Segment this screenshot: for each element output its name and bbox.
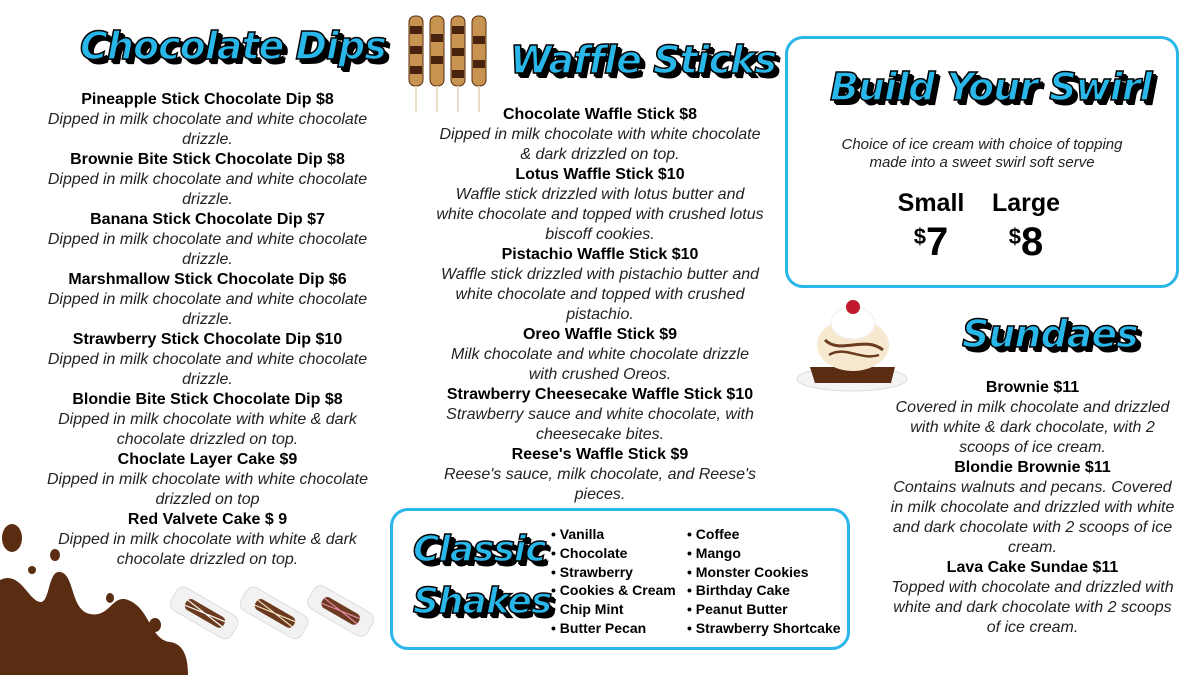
- currency-symbol: $: [913, 224, 926, 249]
- shake-flavor: • Chocolate: [551, 544, 676, 563]
- menu-item-description: Dipped in milk chocolate and white chocolate drizzle.: [47, 351, 368, 388]
- menu-item-description: Strawberry sauce and white chocolate, with cheesecake bites.: [446, 406, 754, 443]
- menu-item-name: Banana Stick Chocolate Dip $7: [90, 211, 325, 228]
- classic-shakes-title-line1: Classic: [413, 529, 546, 570]
- menu-item-name: Reese's Waffle Stick $9: [511, 446, 689, 463]
- classic-shakes-title-line2: Shakes: [413, 581, 552, 622]
- menu-item-name: Red Valvete Cake $ 9: [127, 511, 288, 528]
- shake-flavor: • Mango: [687, 544, 841, 563]
- menu-item: [40, 210, 375, 270]
- size-small-label: Small: [897, 189, 965, 217]
- chocolate-dips-title: Chocolate Dips: [80, 24, 386, 68]
- size-large: [981, 189, 1071, 265]
- menu-item-description: Reese's sauce, milk chocolate, and Reese's pieces.: [443, 466, 757, 503]
- build-your-swirl-box: [785, 36, 1179, 288]
- menu-item-description: Dipped in milk chocolate with white & dark chocolate drizzled on top.: [58, 531, 357, 568]
- dipped-sticks-icon: [160, 578, 375, 650]
- menu-item-description: Dipped in milk chocolate and white chocolate drizzle.: [47, 231, 368, 268]
- menu-item-name: Oreo Waffle Stick $9: [522, 326, 678, 343]
- menu-item-name: Pistachio Waffle Stick $10: [501, 246, 699, 263]
- sundaes-list: [890, 378, 1175, 638]
- swirl-desc-line1: Choice of ice cream with choice of topping: [841, 136, 1123, 153]
- shake-flavor: • Cookies & Cream: [551, 581, 676, 600]
- menu-item-name: Strawberry Stick Chocolate Dip $10: [72, 331, 343, 348]
- menu-item-name: Lava Cake Sundae $11: [946, 559, 1119, 576]
- menu-item-name: Brownie $11: [985, 379, 1080, 396]
- menu-item-description: Contains walnuts and pecans. Covered in milk chocolate and drizzled with white and dark chocolate with 2 scoops of ice cream.: [890, 479, 1175, 556]
- shakes-column-2: [687, 525, 841, 638]
- menu-item: [40, 510, 375, 570]
- shake-flavor: • Butter Pecan: [551, 619, 676, 638]
- size-large-price: [981, 220, 1071, 265]
- menu-item-description: Dipped in milk chocolate with white chocolate drizzled on top: [46, 471, 369, 508]
- menu-item: [890, 558, 1175, 638]
- swirl-desc-line2: made into a sweet swirl soft serve: [869, 154, 1095, 171]
- currency-symbol: $: [1008, 224, 1021, 249]
- size-small-price: [886, 220, 976, 265]
- shake-flavor: • Monster Cookies: [687, 563, 841, 582]
- menu-item-name: Chocolate Waffle Stick $8: [502, 106, 698, 123]
- waffle-sticks-list: [435, 105, 765, 505]
- menu-item-description: Dipped in milk chocolate and white chocolate drizzle.: [47, 111, 368, 148]
- menu-item-description: Dipped in milk chocolate and white chocolate drizzle.: [47, 171, 368, 208]
- shake-flavor: • Strawberry: [551, 563, 676, 582]
- menu-item: [435, 165, 765, 245]
- chocolate-dips-list: [40, 90, 375, 570]
- menu-item-name: Blondie Brownie $11: [954, 459, 1111, 476]
- menu-item-description: Dipped in milk chocolate with white & dark chocolate drizzled on top.: [58, 411, 357, 448]
- menu-item: [40, 270, 375, 330]
- shake-flavor: • Birthday Cake: [687, 581, 841, 600]
- menu-item: [435, 325, 765, 385]
- shake-flavor: • Strawberry Shortcake: [687, 619, 841, 638]
- menu-item-description: Waffle stick drizzled with pistachio butter and white chocolate and topped with crushed pistachio.: [440, 266, 760, 323]
- build-your-swirl-title: Build Your Swirl: [830, 65, 1152, 109]
- menu-item: [890, 378, 1175, 458]
- shake-flavor: • Peanut Butter: [687, 600, 841, 619]
- menu-item: [435, 445, 765, 505]
- waffle-sticks-title: Waffle Sticks: [510, 38, 777, 82]
- menu-item: [435, 385, 765, 445]
- sundaes-title: Sundaes: [962, 312, 1138, 356]
- menu-item: [40, 150, 375, 210]
- shake-flavor: • Chip Mint: [551, 600, 676, 619]
- menu-item-name: Brownie Bite Stick Chocolate Dip $8: [70, 151, 345, 168]
- menu-item-description: Dipped in milk chocolate with white chocolate & dark drizzled on top.: [439, 126, 761, 163]
- menu-item: [435, 245, 765, 325]
- menu-item: [40, 450, 375, 510]
- menu-item-name: Pineapple Stick Chocolate Dip $8: [81, 91, 334, 108]
- menu-item-description: Waffle stick drizzled with lotus butter and white chocolate and topped with crushed lotus biscoff cookies.: [436, 186, 764, 243]
- menu-item-description: Covered in milk chocolate and drizzled with white & dark chocolate, with 2 scoops of ice cream.: [895, 399, 1170, 456]
- shake-flavor: • Vanilla: [551, 525, 676, 544]
- shakes-column-1: [551, 525, 676, 638]
- shake-flavor: • Coffee: [687, 525, 841, 544]
- menu-item-description: Dipped in milk chocolate and white chocolate drizzle.: [47, 291, 368, 328]
- menu-item-name: Choclate Layer Cake $9: [117, 451, 298, 468]
- menu-item-description: Milk chocolate and white chocolate drizzle with crushed Oreos.: [451, 346, 749, 383]
- size-large-label: Large: [991, 189, 1061, 217]
- menu-item: [40, 390, 375, 450]
- menu-item-name: Blondie Bite Stick Chocolate Dip $8: [72, 391, 343, 408]
- menu-item: [40, 330, 375, 390]
- menu-item: [890, 458, 1175, 558]
- size-small: [886, 189, 976, 265]
- classic-shakes-box: [390, 508, 850, 650]
- menu-item-name: Marshmallow Stick Chocolate Dip $6: [68, 271, 347, 288]
- menu-item-name: Strawberry Cheesecake Waffle Stick $10: [446, 386, 754, 403]
- size-small-amount: 7: [926, 220, 949, 264]
- waffle-sticks-icon: [405, 12, 490, 114]
- menu-item-description: Topped with chocolate and drizzled with white and dark chocolate with 2 scoops of ice cream.: [891, 579, 1174, 636]
- menu-item: [435, 105, 765, 165]
- swirl-description: [788, 136, 1176, 172]
- size-large-amount: 8: [1021, 220, 1044, 264]
- menu-item-name: Lotus Waffle Stick $10: [515, 166, 685, 183]
- menu-item: [40, 90, 375, 150]
